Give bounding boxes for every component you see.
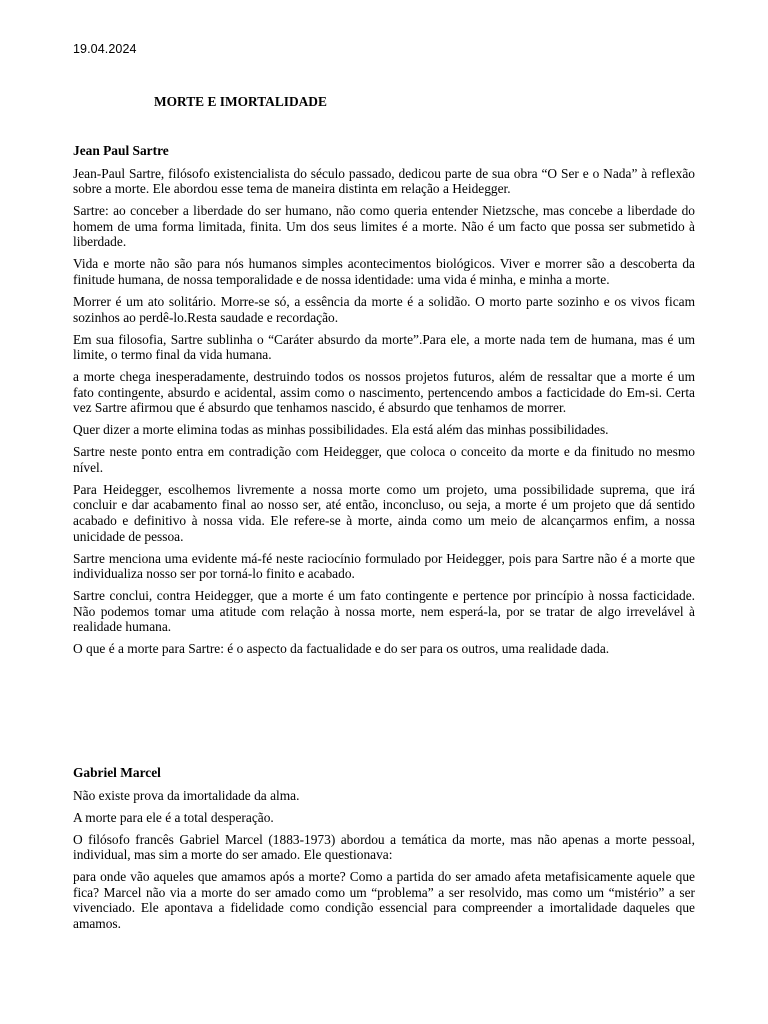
paragraph: Não existe prova da imortalidade da alma. [73, 787, 300, 803]
paragraph: O que é a morte para Sartre: é o aspecto da factualidade e do ser para os outros, uma realidade dada. [73, 641, 610, 657]
document-title: MORTE E IMORTALIDADE [154, 94, 327, 109]
document-date: 19.04.2024 [73, 42, 137, 56]
paragraph: Quer dizer a morte elimina todas as minhas possibilidades. Ela está além das minhas possibilidades. [73, 422, 609, 438]
paragraph: Morrer é um ato solitário. Morre-se só, a essência da morte é a solidão. O morto parte sozinho e os vivos ficam sozinhos ao perdê-lo.Resta saudade e recordação. [73, 293, 695, 325]
paragraph: Para Heidegger, escolhemos livremente a nossa morte como um projeto, uma possibilidade suprema, que irá concluir e dar acabamento final ao nosso ser, até então, inconcluso, ou seja, a morte é um projeto que dá sentido acabado e definitivo à nossa vida. Ele refere-se à morte, ainda como um meio de alcançarmos enfim, a nossa unicidade de pessoa. [73, 481, 695, 544]
paragraph: A morte para ele é a total desperação. [73, 809, 274, 825]
section-sartre [73, 143, 695, 663]
paragraph: O filósofo francês Gabriel Marcel (1883-1973) abordou a temática da morte, mas não apenas a morte pessoal, individual, mas sim a morte do ser amado. Ele questionava: [73, 831, 695, 863]
paragraph: a morte chega inesperadamente, destruindo todos os nossos projetos futuros, além de ressaltar que a morte é um fato contingente, absurdo e acidental, assim como o nascimento, pertencendo ambos a facticidade do Em-si. Certa vez Sartre afirmou que é absurdo que tenhamos nascido, é absurdo que tenhamos de morrer. [73, 369, 695, 416]
paragraph: Jean-Paul Sartre, filósofo existencialista do século passado, dedicou parte de sua obra “O Ser e o Nada” à reflexão sobre a morte. Ele abordou esse tema de maneira distinta em relação a Heidegger. [73, 165, 695, 197]
paragraph: Sartre menciona uma evidente má-fé neste raciocínio formulado por Heidegger, pois para Sartre não é a morte que individualiza nosso ser por torná-lo finito e acabado. [73, 550, 695, 582]
paragraph: Sartre: ao conceber a liberdade do ser humano, não como queria entender Nietzsche, mas concebe a liberdade do homem de uma forma limitada, finita. Um dos seus limites é a morte. Não é um facto que possa ser submetido à liberdade. [73, 203, 695, 250]
section-heading: Gabriel Marcel [73, 765, 161, 780]
section-heading: Jean Paul Sartre [73, 143, 169, 158]
paragraph: para onde vão aqueles que amamos após a morte? Como a partida do ser amado afeta metafisicamente aquele que fica? Marcel não via a morte do ser amado como um “problema” a ser resolvido, mas como um “mistério” a ser vivenciado. Ele apontava a fidelidade como condição essencial para compreender a imortalidade daqueles que amamos. [73, 869, 695, 931]
paragraph: Sartre neste ponto entra em contradição com Heidegger, que coloca o conceito da morte e da finitudo no mesmo nível. [73, 444, 695, 475]
paragraph: Vida e morte não são para nós humanos simples acontecimentos biológicos. Viver e morrer são a descoberta da finitude humana, de nossa temporalidade e de nossa identidade: uma vida é minha, e minha a morte. [73, 256, 695, 287]
section-marcel [73, 765, 695, 938]
paragraph: Em sua filosofia, Sartre sublinha o “Caráter absurdo da morte”.Para ele, a morte nada tem de humana, mas é um limite, o termo final da vida humana. [73, 331, 695, 363]
paragraph: Sartre conclui, contra Heidegger, que a morte é um fato contingente e pertence por princípio à nossa facticidade. Não podemos tomar uma atitude com relação à nossa morte, nem esperá-la, por se tratar de algo irrevelável à realidade humana. [73, 588, 695, 635]
